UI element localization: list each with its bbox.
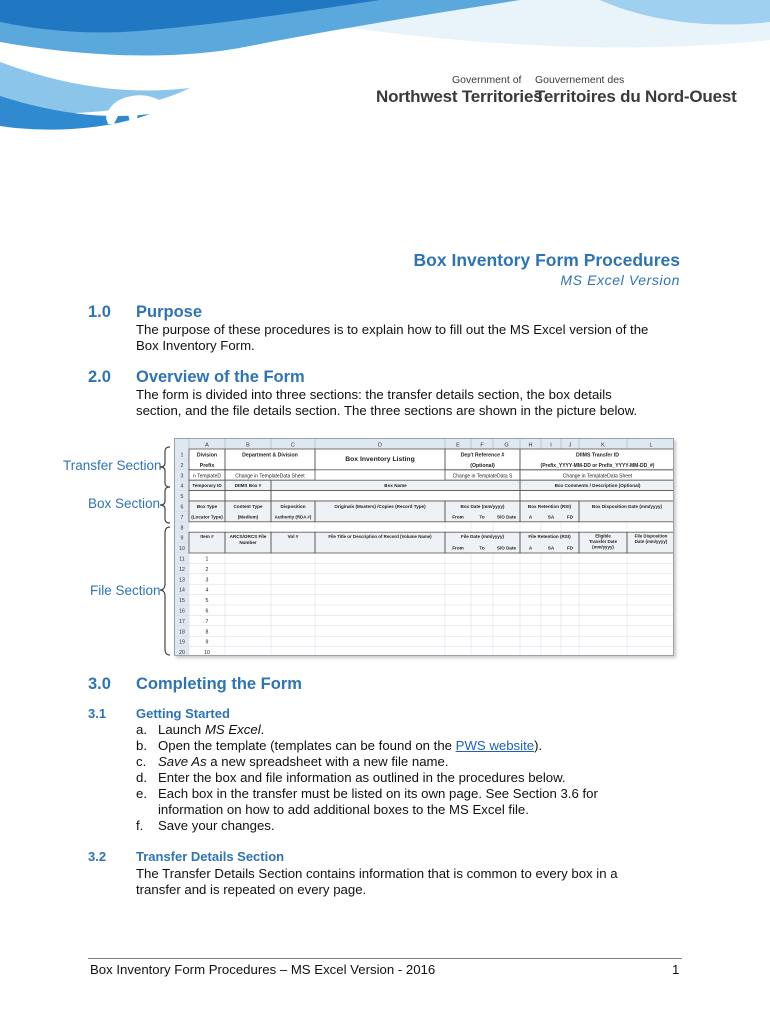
polar-bear-logo xyxy=(98,82,178,128)
column-letter-D: D xyxy=(378,442,382,449)
cell-disposition: Disposition xyxy=(280,504,306,509)
row-number-9: 9 xyxy=(180,535,184,542)
row-number-17: 17 xyxy=(179,618,185,625)
column-letter-B: B xyxy=(246,442,250,449)
cell-division: Division xyxy=(196,452,218,459)
cell-temporary-id: Temporary ID xyxy=(192,483,222,489)
section-3-2-title: Transfer Details Section xyxy=(136,849,285,864)
section-2-number: 2.0 xyxy=(88,368,111,386)
item-number-6: 6 xyxy=(205,608,209,615)
column-letter-G: G xyxy=(504,442,509,449)
row-number-1: 1 xyxy=(180,452,184,459)
cell-template-hl: Change in TemplateData Sheet xyxy=(562,473,633,480)
column-letter-C: C xyxy=(291,442,295,449)
section-2-heading xyxy=(88,368,388,388)
column-letter-K: K xyxy=(601,442,605,449)
cell-file-ret-sa: SA xyxy=(547,545,555,551)
gov-en-big: Northwest Territories xyxy=(376,87,543,106)
spreadsheet-figure xyxy=(174,438,674,656)
cell-file-retention: File Retention (RSI) xyxy=(528,534,571,540)
column-header-bar xyxy=(175,439,674,449)
cell-eligible: Eligible xyxy=(595,533,611,539)
section-3-title: Completing the Form xyxy=(136,675,302,693)
row-number-10: 10 xyxy=(179,546,185,553)
document-subtitle: MS Excel Version xyxy=(560,272,680,288)
cell-diims-transfer-id: DIIMS Transfer ID xyxy=(576,452,619,459)
column-letter-I: I xyxy=(550,442,552,449)
section-3-2-paragraph xyxy=(136,866,696,898)
column-letter-J: J xyxy=(568,442,572,449)
cell-template-a: n TemplateD xyxy=(193,473,221,480)
list-item-c: c. Save As a new spreadsheet with a new file name. xyxy=(136,754,449,769)
item-number-9: 9 xyxy=(205,639,209,646)
cell-box-ret-sa: SA xyxy=(547,514,555,520)
cell-transfer-mmyyyy: (mm/yyyy) xyxy=(592,544,614,550)
column-letter-A: A xyxy=(205,442,209,449)
row-number-5: 5 xyxy=(180,494,184,501)
box-section-label: Box Section xyxy=(88,496,161,511)
pws-website-link[interactable]: PWS website xyxy=(455,738,535,753)
section-2-line-2: section, and the file details section. The three sections are shown in the picture below. xyxy=(136,403,638,418)
row-number-16: 16 xyxy=(179,608,185,615)
list-item-d: d. Enter the box and file information as outlined in the procedures below. xyxy=(136,770,566,785)
section-3-2-number: 3.2 xyxy=(88,849,107,864)
section-1-paragraph xyxy=(136,322,696,354)
list-item-b: b. Open the template (templates can be found on the PWS website). xyxy=(136,738,543,753)
document-title: Box Inventory Form Procedures xyxy=(413,250,680,270)
row-number-18: 18 xyxy=(179,629,185,636)
section-3-1-title: Getting Started xyxy=(136,706,230,721)
transfer-section-label: Transfer Section xyxy=(63,458,162,473)
cell-box-comments: Box Comments / Description (Optional) xyxy=(554,483,641,489)
item-number-10: 10 xyxy=(204,650,210,656)
list-item-f: f. Save your changes. xyxy=(136,818,275,833)
cell-vol: Vol # xyxy=(287,534,299,540)
footer-divider xyxy=(88,958,682,959)
cell-box-from: From xyxy=(452,514,464,520)
item-number-7: 7 xyxy=(205,618,209,625)
row-number-19: 19 xyxy=(179,639,185,646)
column-letter-L: L xyxy=(649,442,653,449)
section-2-title: Overview of the Form xyxy=(136,368,305,386)
list-item-a: a. Launch MS Excel. xyxy=(136,722,265,737)
section-1-line-2: Box Inventory Form. xyxy=(136,338,255,353)
getting-started-list xyxy=(136,722,666,834)
cell-box-retention: Box Retention (RSI) xyxy=(527,504,572,509)
item-number-3: 3 xyxy=(205,577,209,584)
ms-excel-emphasis: MS Excel xyxy=(204,722,261,737)
box-brace xyxy=(158,486,172,524)
cell-optional: (Optional) xyxy=(470,462,495,469)
cell-box-disposition-date: Box Disposition Date (mm/yyyy) xyxy=(591,504,663,509)
page-number: 1 xyxy=(672,962,680,977)
section-1-number: 1.0 xyxy=(88,303,111,321)
cell-file-disposition-date: Date (mm/yyyy) xyxy=(634,539,668,545)
cell-content-type: Content Type xyxy=(233,504,263,509)
cell-diims-format: (Prefix_YYYY-MM-DD or Prefix_YYYY-MM-DD_#) xyxy=(540,462,655,469)
cell-box-ret-fd: FD xyxy=(566,514,574,520)
section-3-2-heading xyxy=(88,849,388,865)
gov-en-small: Government of xyxy=(452,74,522,86)
header-banner xyxy=(0,0,770,140)
save-as-emphasis: Save As xyxy=(158,754,207,769)
cell-file-disposition: File Disposition xyxy=(634,533,668,539)
item-number-1: 1 xyxy=(205,556,209,563)
cell-item-number: Item # xyxy=(200,534,214,540)
cell-box-inventory-listing: Box Inventory Listing xyxy=(345,456,415,463)
section-3-2-line-2: transfer and is repeated on every page. xyxy=(136,882,367,897)
item-number-8: 8 xyxy=(205,629,209,636)
row-number-20: 20 xyxy=(179,650,185,656)
list-item-e: e. Each box in the transfer must be listed on its own page. See Section 3.6 for information on how to add additional boxes to the MS Excel file. xyxy=(136,786,598,817)
file-brace xyxy=(158,526,172,656)
cell-template-bc: Change in TemplateData Sheet xyxy=(235,473,305,480)
row-number-12: 12 xyxy=(179,566,185,573)
row-number-14: 14 xyxy=(179,587,185,594)
section-2-paragraph xyxy=(136,387,696,419)
row-number-2: 2 xyxy=(180,462,184,469)
row-number-6: 6 xyxy=(180,504,184,511)
cell-prefix: Prefix xyxy=(199,462,215,469)
cell-arcs-orcs: ARCS/ORCS File xyxy=(229,534,267,540)
column-letter-H: H xyxy=(528,442,533,449)
cell-locator-type: (Locator Type) xyxy=(191,514,223,520)
section-1-line-1: The purpose of these procedures is to explain how to fill out the MS Excel version of the xyxy=(136,322,649,337)
item-number-5: 5 xyxy=(205,598,209,605)
cell-file-date: File Date (mm/yyyy) xyxy=(460,534,505,540)
cell-department: Department & Division xyxy=(242,452,298,459)
section-1-title: Purpose xyxy=(136,303,203,321)
cell-file-from: From xyxy=(452,545,464,551)
cell-template-eg: Change in TemplateData S xyxy=(452,473,513,480)
row-number-4: 4 xyxy=(180,483,184,490)
cell-originals: Originals (Masters) /Copies (Record Type) xyxy=(334,504,426,509)
cell-authority: Authority (RDA #) xyxy=(274,514,312,520)
row-number-8: 8 xyxy=(180,525,184,532)
transfer-brace xyxy=(158,446,172,488)
section-3-number: 3.0 xyxy=(88,675,111,693)
item-number-2: 2 xyxy=(205,566,209,573)
gov-fr-big: Territoires du Nord-Ouest xyxy=(535,87,737,106)
cell-file-so-date: S/O Date xyxy=(496,545,517,551)
row-number-3: 3 xyxy=(180,473,184,480)
cell-file-title: File Title or Description of Record (Volume Name) xyxy=(328,534,432,540)
cell-box-ret-a: A xyxy=(528,514,533,520)
section-3-1-heading xyxy=(88,706,388,722)
cell-box-name: Box Name xyxy=(384,483,407,489)
row-number-11: 11 xyxy=(179,556,185,563)
cell-diims-box: DIIMS Box # xyxy=(234,483,262,489)
cell-file-ret-a: A xyxy=(528,545,533,551)
cell-arcs-number: Number xyxy=(239,540,257,546)
cell-transfer-date: Transfer Date xyxy=(588,539,618,545)
cell-box-type: Box Type xyxy=(196,504,218,509)
row-number-15: 15 xyxy=(179,598,185,605)
section-3-heading xyxy=(88,675,388,695)
cell-file-ret-fd: FD xyxy=(566,545,574,551)
section-3-2-line-1: The Transfer Details Section contains information that is common to every box in a xyxy=(136,866,618,881)
spreadsheet-grid xyxy=(175,439,674,656)
cell-box-date: Box Date (mm/yyyy) xyxy=(460,504,505,509)
cell-box-so-date: S/O Date xyxy=(496,514,517,520)
cell-medium: (Medium) xyxy=(237,514,259,520)
cell-file-to: To xyxy=(479,545,485,551)
section-3-1-number: 3.1 xyxy=(88,706,107,721)
column-letter-E: E xyxy=(456,442,460,449)
row-number-7: 7 xyxy=(180,514,184,521)
column-letter-F: F xyxy=(480,442,484,449)
section-2-line-1: The form is divided into three sections: the transfer details section, the box details xyxy=(136,387,612,402)
item-number-4: 4 xyxy=(205,587,209,594)
gov-fr-small: Gouvernement des xyxy=(535,74,625,86)
row-number-13: 13 xyxy=(179,577,185,584)
footer-text: Box Inventory Form Procedures – MS Excel Version - 2016 xyxy=(90,962,436,977)
cell-dept-reference: Dep't Reference # xyxy=(460,452,505,459)
cell-box-to: To xyxy=(479,514,485,520)
file-section-label: File Section xyxy=(90,583,161,598)
section-1-heading xyxy=(88,303,388,323)
